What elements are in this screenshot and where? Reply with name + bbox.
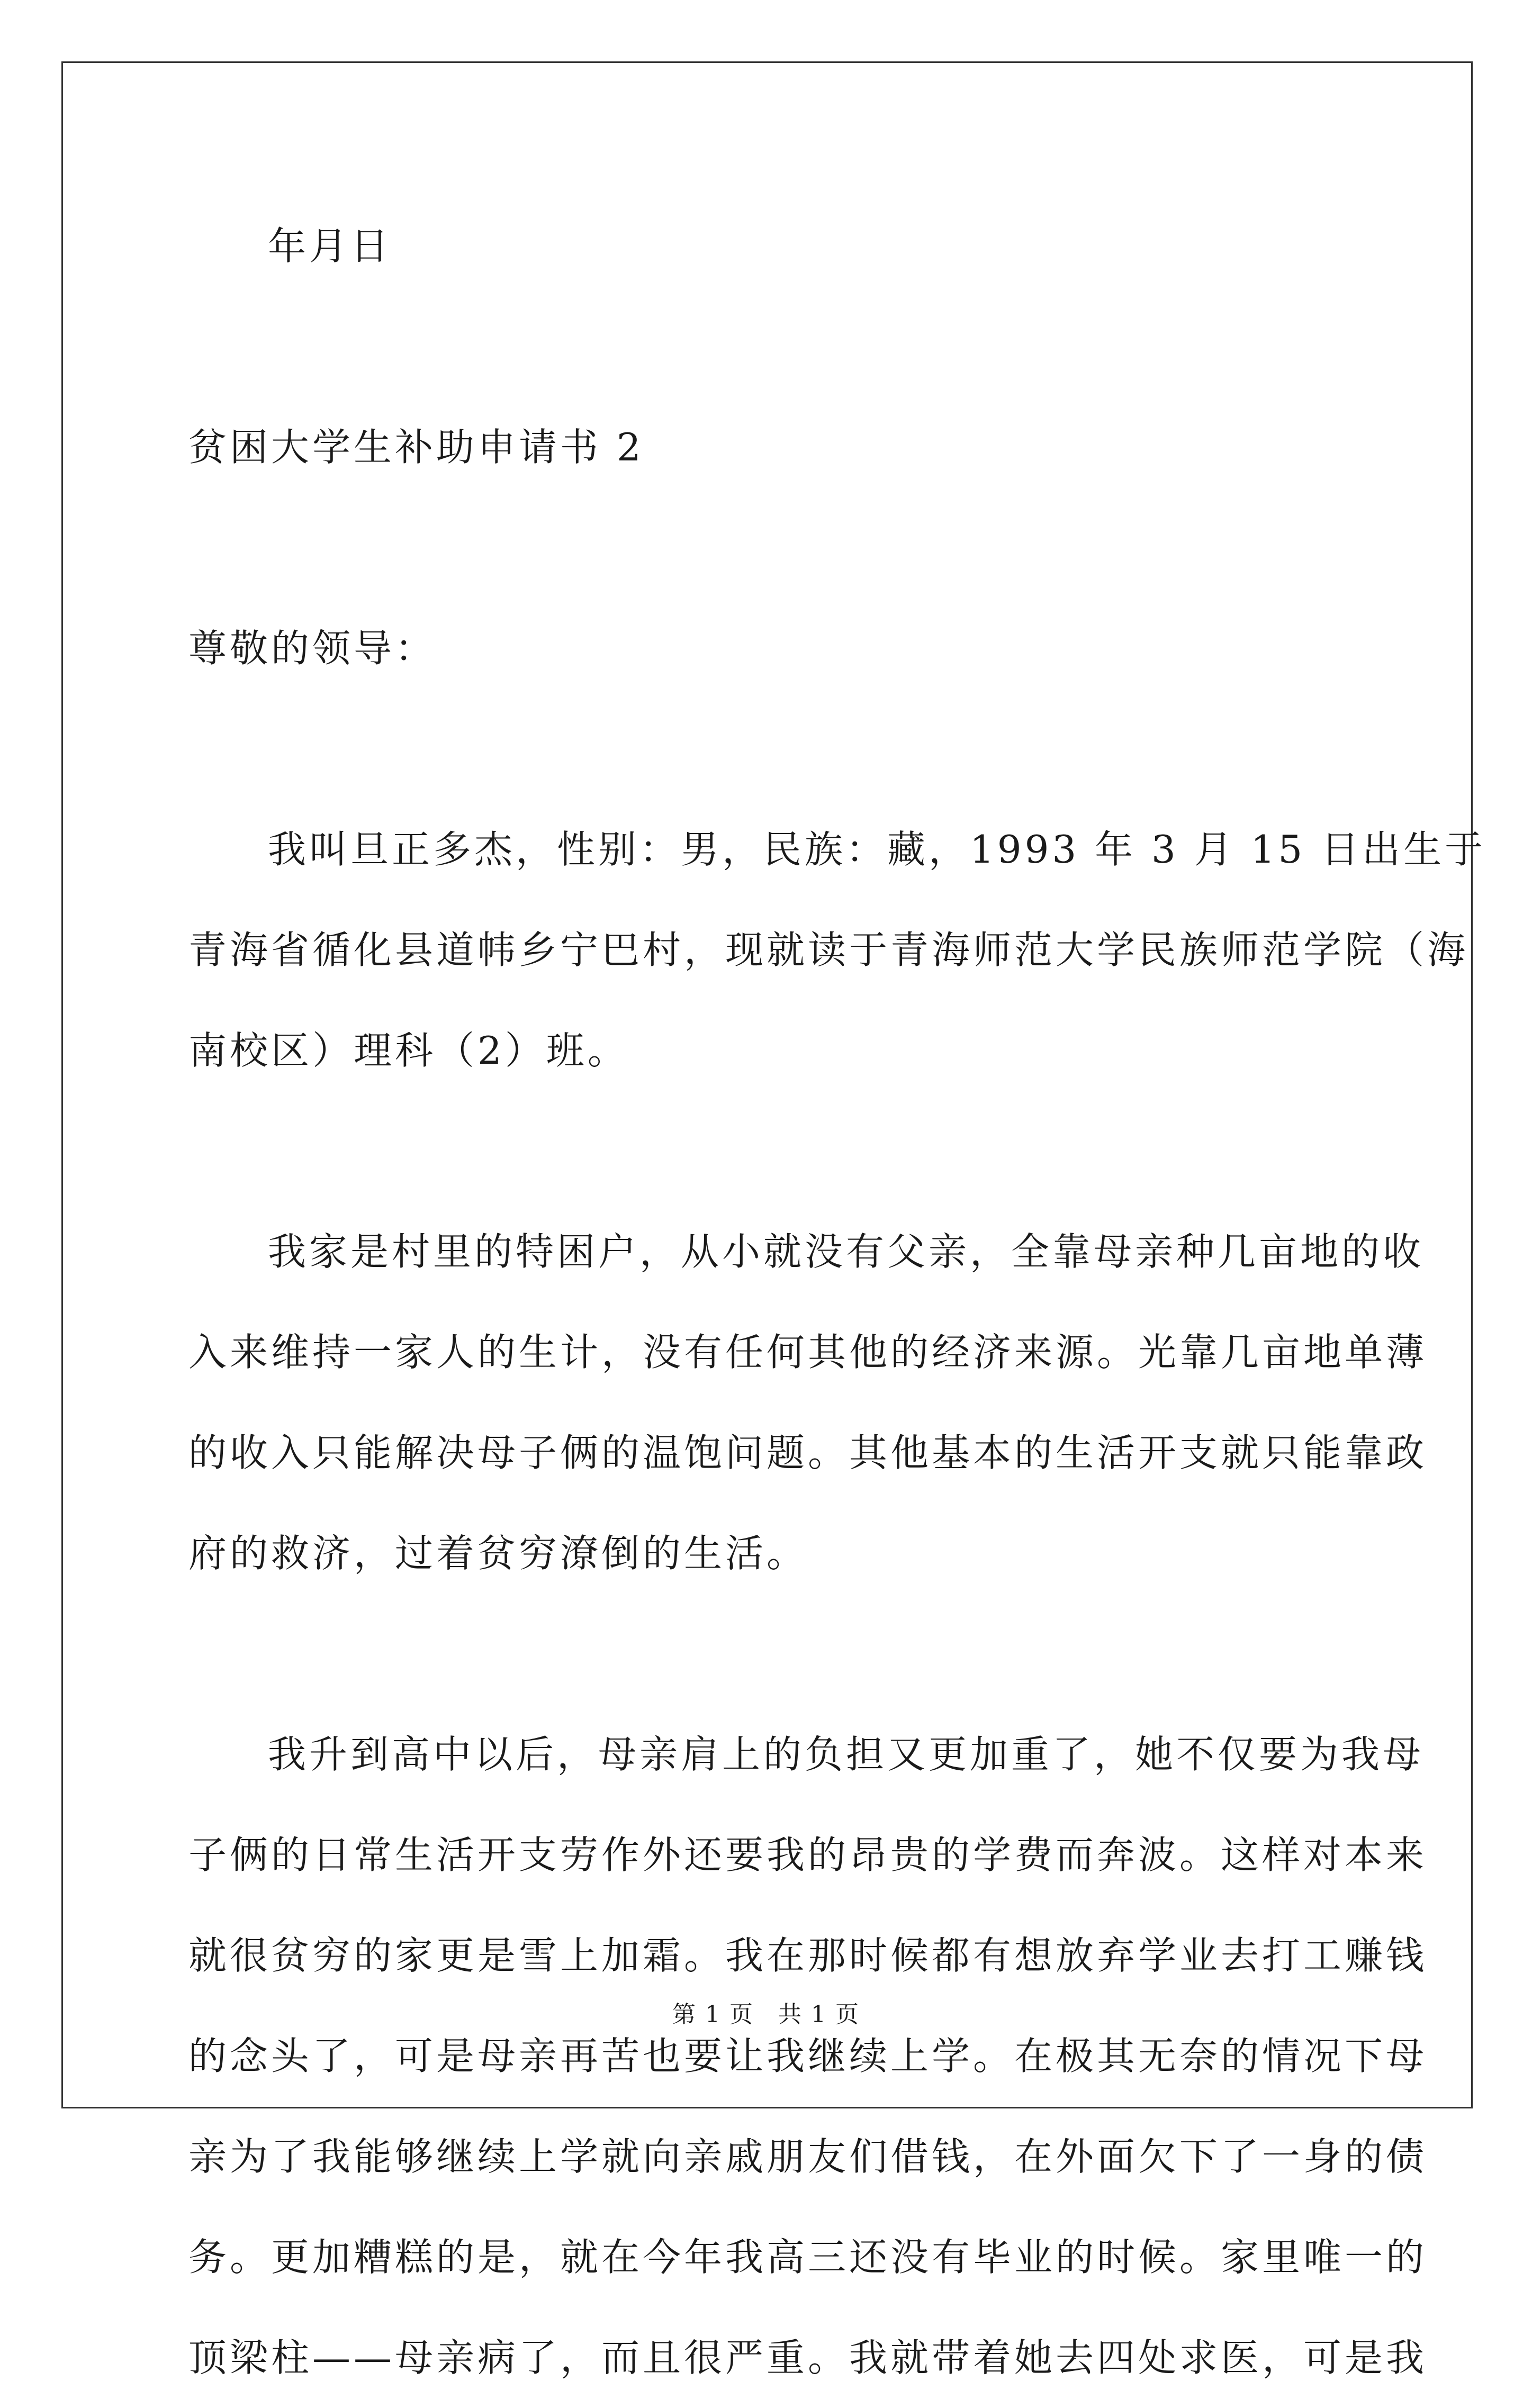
paragraph-line: 的收入只能解决母子俩的温饱问题。其他基本的生活开支就只能靠政 <box>188 1431 1428 1475</box>
paragraph-line: 青海省循化县道帏乡宁巴村，现就读于青海师范大学民族师范学院（海 <box>188 928 1469 972</box>
paragraph-line: 子俩的日常生活开支劳作外还要我的昂贵的学费而奔波。这样对本来 <box>188 1833 1428 1877</box>
paragraph-line: 入来维持一家人的生计，没有任何其他的经济来源。光靠几亩地单薄 <box>188 1330 1428 1374</box>
document-body <box>188 196 1486 2408</box>
spacer <box>188 296 1350 397</box>
page-number-footer: 第 1 页 共 1 页 <box>672 2001 860 2028</box>
paragraph-hardship <box>188 1704 1428 2408</box>
date-line: 年月日 <box>268 224 392 268</box>
paragraph-line: 就很贫穷的家更是雪上加霜。我在那时候都有想放弃学业去打工赚钱 <box>188 1933 1428 1978</box>
paragraph-line: 我家是村里的特困户，从小就没有父亲，全靠母亲种几亩地的收 <box>268 1229 1425 1274</box>
paragraph-line: 我叫旦正多杰，性别：男，民族：藏，1993 年 3 月 15 日出生于 <box>268 827 1486 872</box>
paragraph-intro <box>188 799 1486 1101</box>
paragraph-line: 府的救济，过着贫穷潦倒的生活。 <box>188 1531 808 1576</box>
salutation: 尊敬的领导： <box>188 626 437 671</box>
paragraph-line: 顶梁柱——母亲病了，而且很严重。我就带着她去四处求医，可是我 <box>188 2335 1428 2380</box>
spacer <box>188 699 1350 799</box>
paragraph-line: 南校区）理科（2）班。 <box>188 1028 629 1073</box>
spacer <box>188 1604 1350 1704</box>
paragraph-line: 亲为了我能够继续上学就向亲戚朋友们借钱，在外面欠下了一身的债 <box>188 2134 1428 2179</box>
document-title: 贫困大学生补助申请书 2 <box>188 425 644 469</box>
paragraph-family <box>188 1201 1428 1604</box>
paragraph-line: 的念头了，可是母亲再苦也要让我继续上学。在极其无奈的情况下母 <box>188 2034 1428 2078</box>
spacer <box>188 1101 1350 1201</box>
paragraph-line: 我升到高中以后，母亲肩上的负担又更加重了，她不仅要为我母 <box>268 1732 1425 1777</box>
paragraph-line: 务。更加糟糕的是，就在今年我高三还没有毕业的时候。家里唯一的 <box>188 2235 1428 2279</box>
spacer <box>188 497 1350 598</box>
